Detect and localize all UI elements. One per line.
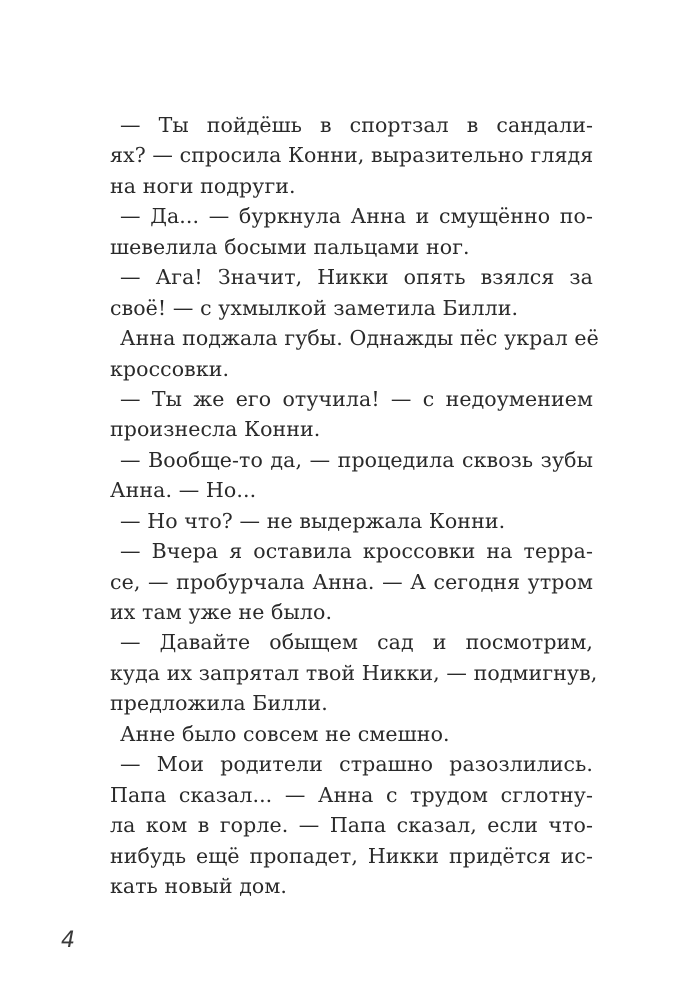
body-text (110, 110, 599, 901)
text-line: — Ага! Значит, Никки опять взялся за (120, 265, 593, 290)
text-line: — Ты же его отучила! — с недоумением (120, 386, 593, 411)
text-line: — Мои родители страшно разозлились. (120, 752, 593, 777)
text-line: предложила Билли. (110, 691, 328, 716)
text-line: кроссовки. (110, 356, 230, 381)
text-line: — Но что? — не выдержала Конни. (120, 508, 506, 533)
text-line: Анна поджала губы. Однажды пёс украл её (120, 326, 599, 351)
text-line: произнесла Конни. (110, 417, 321, 442)
text-line: своё! — с ухмылкой заметила Билли. (110, 295, 519, 320)
text-line: — Ты пойдёшь в спортзал в сандали- (120, 113, 593, 137)
text-line: ях? — спросила Конни, выразительно глядя (110, 143, 594, 168)
text-line: — Вообще-то да, — процедила сквозь зубы (120, 447, 593, 472)
text-line: ла ком в горле. — Папа сказал, если что- (110, 813, 593, 838)
text-line: се, — пробурчала Анна. — А сегодня утром (110, 569, 593, 594)
text-line: — Вчера я оставила кроссовки на терра- (120, 539, 593, 564)
text-line: кать новый дом. (110, 873, 288, 898)
text-line: Анне было совсем не смешно. (120, 721, 450, 746)
text-line: на ноги подруги. (110, 173, 296, 198)
page-number: 4 (61, 928, 75, 953)
text-line: Анна. — Но... (110, 478, 257, 503)
text-line: Папа сказал... — Анна с трудом сглотну- (110, 782, 593, 807)
text-line: — Да... — буркнула Анна и смущённо по- (120, 204, 593, 229)
text-line: их там уже не было. (110, 600, 333, 624)
text-line: куда их запрятал твой Никки, — подмигнув, (110, 660, 598, 685)
text-line: — Давайте обыщем сад и посмотрим, (120, 630, 593, 655)
text-line: шевелила босыми пальцами ног. (110, 234, 470, 259)
text-line: нибудь ещё пропадет, Никки придётся ис- (110, 843, 593, 868)
